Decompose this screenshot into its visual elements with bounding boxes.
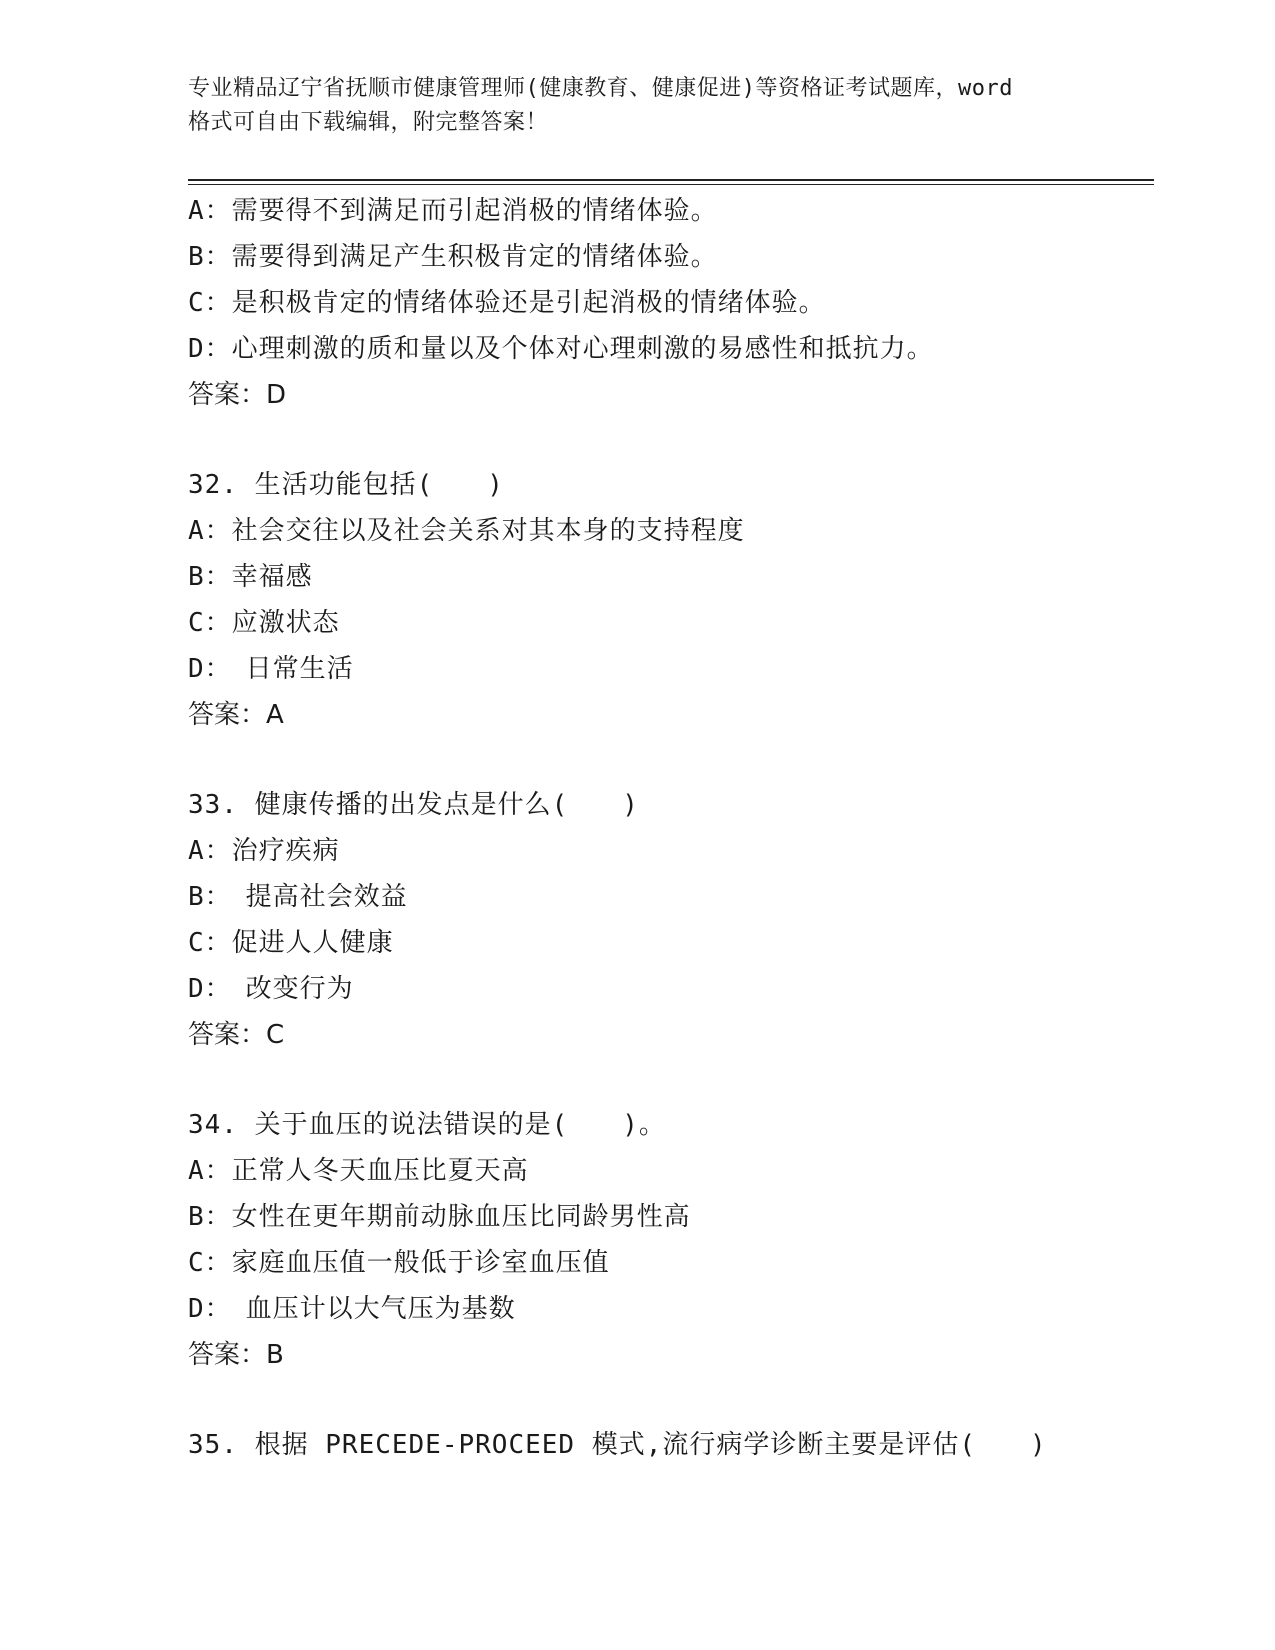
- question-text: 34. 关于血压的说法错误的是( )。: [188, 1110, 666, 1140]
- question-text: 32. 生活功能包括( ): [188, 470, 504, 500]
- header-line-2: 格式可自由下载编辑，附完整答案！: [188, 110, 549, 135]
- option-d: D： 日常生活: [188, 654, 354, 684]
- option-c: C：促进人人健康: [188, 928, 394, 958]
- question-block: [188, 1422, 1138, 1468]
- answer-line: 答案：B: [188, 1340, 284, 1370]
- option-b: B：幸福感: [188, 562, 313, 592]
- answer-line: 答案：A: [188, 700, 284, 730]
- question-block: [188, 188, 1138, 418]
- document-header: [188, 72, 1118, 140]
- option-a: A：社会交往以及社会关系对其本身的支持程度: [188, 516, 745, 546]
- answer-line: 答案：D: [188, 380, 287, 410]
- header-line-1: 专业精品辽宁省抚顺市健康管理师(健康教育、健康促进)等资格证考试题库，word: [188, 76, 1013, 101]
- option-a: A：正常人冬天血压比夏天高: [188, 1156, 529, 1186]
- header-rule-thick: [188, 179, 1154, 181]
- question-text: 35. 根据 PRECEDE-PROCEED 模式,流行病学诊断主要是评估( ): [188, 1430, 1047, 1460]
- option-d: D：心理刺激的质和量以及个体对心理刺激的易感性和抵抗力。: [188, 334, 934, 364]
- question-block: [188, 1102, 1138, 1378]
- option-a: A：治疗疾病: [188, 836, 340, 866]
- question-block: [188, 462, 1138, 738]
- option-b: B：女性在更年期前动脉血压比同龄男性高: [188, 1202, 691, 1232]
- question-list: [188, 188, 1138, 1468]
- question-text: 33. 健康传播的出发点是什么( ): [188, 790, 639, 820]
- option-b: B： 提高社会效益: [188, 882, 408, 912]
- answer-line: 答案：C: [188, 1020, 285, 1050]
- option-b: B：需要得到满足产生积极肯定的情绪体验。: [188, 242, 718, 272]
- option-c: C：是积极肯定的情绪体验还是引起消极的情绪体验。: [188, 288, 826, 318]
- header-rule-thin: [188, 184, 1154, 185]
- option-c: C：应激状态: [188, 608, 340, 638]
- option-c: C：家庭血压值一般低于诊室血压值: [188, 1248, 610, 1278]
- option-a: A：需要得不到满足而引起消极的情绪体验。: [188, 196, 718, 226]
- question-block: [188, 782, 1138, 1058]
- option-d: D： 改变行为: [188, 974, 354, 1004]
- option-d: D： 血压计以大气压为基数: [188, 1294, 516, 1324]
